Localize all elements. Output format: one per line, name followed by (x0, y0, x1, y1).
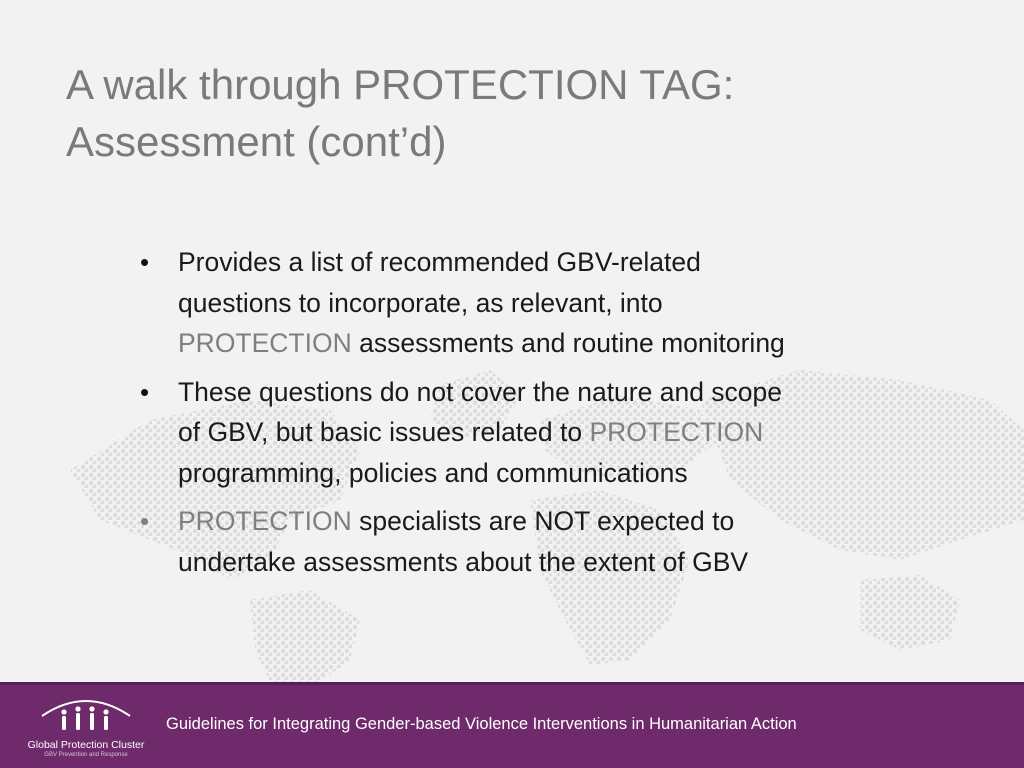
bullet-item (136, 501, 896, 582)
footer-band (0, 682, 1024, 768)
slide-title (66, 56, 946, 170)
bullet-dot-icon: • (140, 376, 150, 407)
bullet-list (136, 242, 896, 590)
logo-subtitle: GBV Prevention and Response (44, 752, 128, 758)
bullet-line (178, 501, 896, 542)
footer-caption: Guidelines for Integrating Gender-based Violence Interventions in Humanitarian Action (166, 715, 797, 733)
bullet-line: Provides a list of recommended GBV-related (178, 247, 701, 277)
slide-title-line: A walk through PROTECTION TAG: (66, 61, 735, 108)
bullet-dot-icon: • (140, 247, 150, 277)
logo-title: Global Protection Cluster (27, 739, 145, 751)
bullet-line (178, 323, 896, 364)
bullet-line: questions to incorporate, as relevant, into (178, 287, 663, 318)
bullet-line: programming, policies and communications (178, 457, 688, 488)
bullet-line: These questions do not cover the nature and scope (178, 376, 783, 407)
bullet-dot-icon: • (140, 506, 150, 536)
protection-highlight: PROTECTION (589, 417, 764, 447)
global-protection-cluster-logo (24, 692, 148, 764)
people-figures-icon (24, 692, 148, 738)
protection-highlight: PROTECTION (178, 506, 352, 536)
bullet-text: assessments and routine monitoring (351, 328, 785, 358)
footer-divider (0, 682, 1024, 685)
bullet-item (136, 372, 896, 494)
bullet-line (178, 412, 896, 453)
slide-title-line: Assessment (cont’d) (66, 118, 447, 165)
bullet-item (136, 242, 896, 364)
protection-highlight: PROTECTION (178, 328, 352, 358)
bullet-text: of GBV, but basic issues related to (178, 417, 590, 447)
bullet-line: undertake assessments about the extent of GBV (178, 546, 749, 577)
bullet-text: specialists are NOT expected to (351, 506, 735, 536)
